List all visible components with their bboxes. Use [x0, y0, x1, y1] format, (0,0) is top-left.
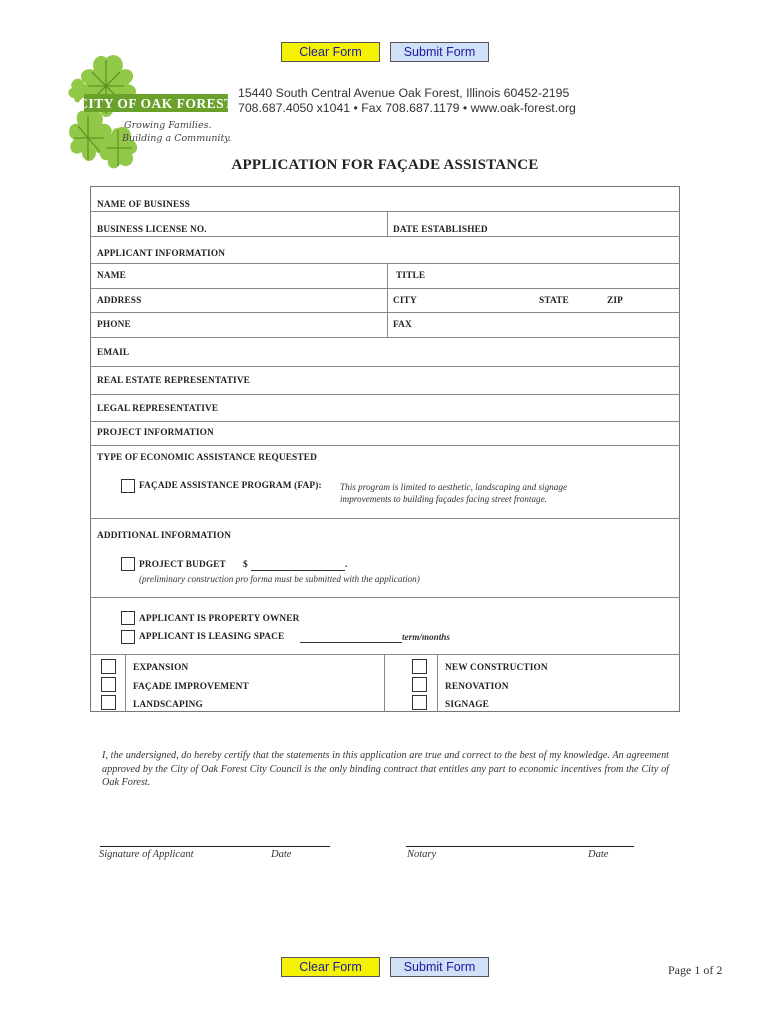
budget-decimal: .	[345, 560, 348, 570]
expansion-checkbox[interactable]	[101, 659, 116, 674]
notary-date-label: Date	[588, 849, 609, 860]
logo-city-name: CITY OF OAK FOREST	[78, 96, 234, 111]
fax-label: FAX	[393, 320, 412, 330]
city-label: CITY	[393, 296, 417, 306]
real-estate-rep-label: REAL ESTATE REPRESENTATIVE	[97, 376, 251, 386]
grid-divider	[125, 654, 126, 712]
new-construction-label: NEW CONSTRUCTION	[445, 663, 548, 673]
city-logo	[66, 50, 236, 172]
page-title: APPLICATION FOR FAÇADE ASSISTANCE	[231, 157, 539, 173]
signature-of-applicant-label: Signature of Applicant	[99, 849, 194, 860]
clear-form-button-top[interactable]: Clear Form	[281, 42, 380, 62]
address-line-1: 15440 South Central Avenue Oak Forest, Illinois 60452-2195	[238, 86, 570, 100]
row-divider	[90, 263, 680, 264]
legal-rep-label: LEGAL REPRESENTATIVE	[97, 404, 219, 414]
fap-note-line-1: This program is limited to aesthetic, landscaping and signage	[340, 482, 568, 492]
project-budget-checkbox[interactable]	[121, 557, 135, 571]
page-number: Page 1 of 2	[668, 963, 723, 977]
name-label: NAME	[97, 271, 127, 281]
row-divider	[90, 366, 680, 367]
row-divider	[90, 518, 680, 519]
row-divider	[90, 312, 680, 313]
term-months-label: term/months	[402, 632, 450, 642]
email-label: EMAIL	[97, 348, 130, 358]
landscaping-checkbox[interactable]	[101, 695, 116, 710]
type-of-assistance-label: TYPE OF ECONOMIC ASSISTANCE REQUESTED	[97, 453, 317, 463]
submit-form-button-bottom[interactable]: Submit Form	[390, 957, 489, 977]
row-divider	[90, 288, 680, 289]
fap-checkbox[interactable]	[121, 479, 135, 493]
budget-note: (preliminary construction pro forma must be submitted with the application)	[139, 574, 420, 584]
title-label: TITLE	[396, 271, 426, 281]
zip-label: ZIP	[607, 296, 623, 306]
fap-label: FAÇADE ASSISTANCE PROGRAM (FAP):	[139, 481, 322, 491]
row-divider	[90, 337, 680, 338]
certification-statement: I, the undersigned, do hereby certify that the statements in this application are true and correct to the best of my knowledge. An agreement approved by the City of Oak Forest City Council is the only binding contract that entitles any part to economic incentives from the City of Oak Forest.	[102, 750, 669, 788]
notary-signature-line[interactable]	[406, 846, 634, 847]
signage-label: SIGNAGE	[445, 700, 489, 710]
renovation-checkbox[interactable]	[412, 677, 427, 692]
row-divider	[90, 597, 680, 598]
column-divider	[387, 263, 388, 337]
row-divider	[90, 421, 680, 422]
row-divider	[90, 211, 680, 212]
new-construction-checkbox[interactable]	[412, 659, 427, 674]
signage-checkbox[interactable]	[412, 695, 427, 710]
additional-information-heading: ADDITIONAL INFORMATION	[97, 531, 232, 541]
date-established-label: DATE ESTABLISHED	[393, 225, 488, 235]
property-owner-label: APPLICANT IS PROPERTY OWNER	[139, 614, 300, 624]
facade-improvement-checkbox[interactable]	[101, 677, 116, 692]
row-divider	[90, 654, 680, 655]
property-owner-checkbox[interactable]	[121, 611, 135, 625]
address-line-2: 708.687.4050 x1041 • Fax 708.687.1179 • www.oak-forest.org	[238, 101, 576, 115]
project-budget-label: PROJECT BUDGET	[139, 560, 226, 570]
phone-label: PHONE	[97, 320, 131, 330]
row-divider	[90, 445, 680, 446]
project-information-heading: PROJECT INFORMATION	[97, 428, 214, 438]
applicant-signature-line[interactable]	[100, 846, 330, 847]
name-of-business-label: NAME OF BUSINESS	[97, 200, 190, 210]
state-label: STATE	[539, 296, 569, 306]
budget-amount-field[interactable]	[251, 570, 345, 571]
oak-leaf-icon	[66, 50, 236, 172]
grid-divider	[384, 654, 385, 712]
notary-label: Notary	[407, 849, 437, 860]
applicant-information-heading: APPLICANT INFORMATION	[97, 249, 226, 259]
lease-term-field[interactable]	[300, 642, 402, 643]
leasing-space-label: APPLICANT IS LEASING SPACE	[139, 632, 285, 642]
applicant-date-label: Date	[271, 849, 292, 860]
logo-tagline-1: Growing Families.	[124, 120, 212, 131]
submit-form-button-top[interactable]: Submit Form	[390, 42, 489, 62]
expansion-label: EXPANSION	[133, 663, 189, 673]
renovation-label: RENOVATION	[445, 682, 509, 692]
leasing-space-checkbox[interactable]	[121, 630, 135, 644]
budget-dollar-sign: $	[243, 560, 248, 570]
grid-divider	[437, 654, 438, 712]
facade-improvement-label: FAÇADE IMPROVEMENT	[133, 682, 249, 692]
logo-tagline-2: Building a Community.	[122, 133, 232, 144]
address-label: ADDRESS	[97, 296, 142, 306]
landscaping-label: LANDSCAPING	[133, 700, 203, 710]
fap-note-line-2: improvements to building façades facing street frontage.	[340, 494, 547, 504]
clear-form-button-bottom[interactable]: Clear Form	[281, 957, 380, 977]
row-divider	[90, 236, 680, 237]
row-divider	[90, 394, 680, 395]
column-divider	[387, 211, 388, 237]
business-license-label: BUSINESS LICENSE NO.	[97, 225, 207, 235]
